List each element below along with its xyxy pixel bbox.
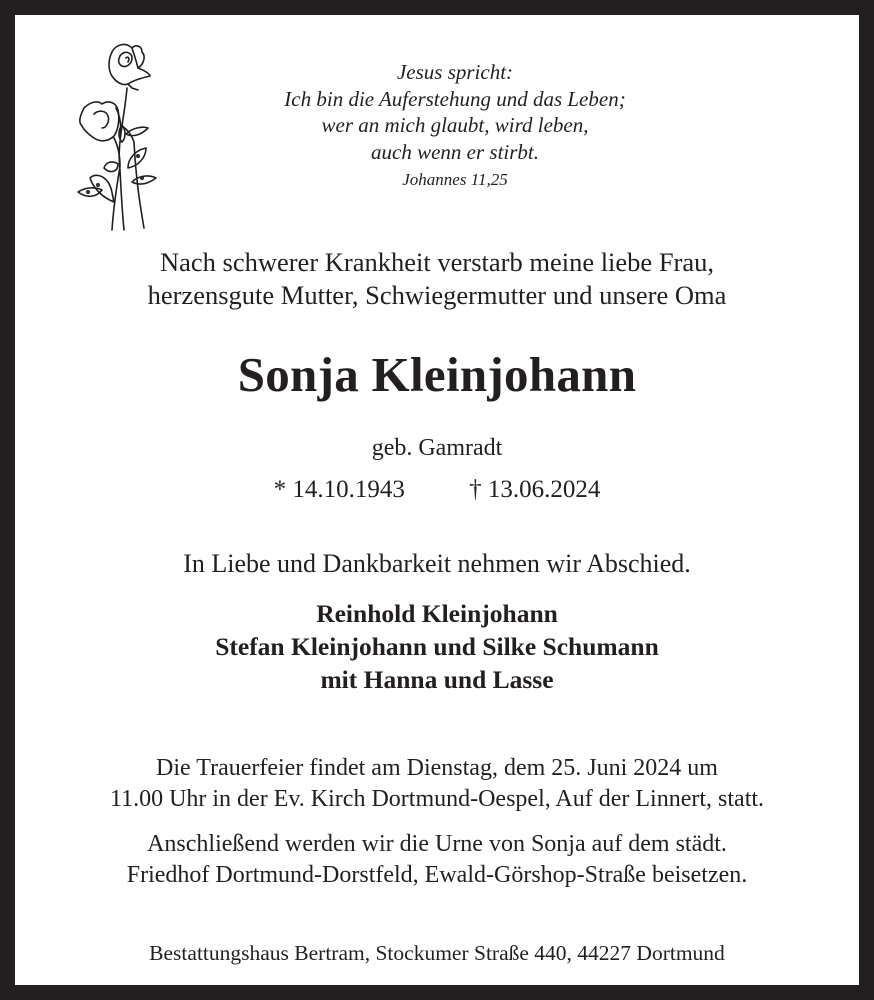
intro-line: herzensgute Mutter, Schwiegermutter und unsere Oma	[147, 280, 727, 310]
verse-line: Ich bin die Auferstehung und das Leben;	[284, 86, 626, 111]
life-dates	[15, 474, 859, 506]
verse-line: auch wenn er stirbt.	[371, 139, 539, 164]
death-date: † 13.06.2024	[469, 476, 601, 503]
intro-text	[15, 246, 859, 312]
mourner: Stefan Kleinjohann und Silke Schumann	[215, 632, 659, 661]
birth-date: * 14.10.1943	[273, 476, 405, 503]
ceremony-info	[15, 753, 859, 815]
burial-line: Friedhof Dortmund-Dorstfeld, Ewald-Görshop-Straße beisetzen.	[126, 862, 748, 888]
mourner: mit Hanna und Lasse	[320, 665, 554, 694]
bible-verse	[175, 59, 735, 193]
ceremony-line: 11.00 Uhr in der Ev. Kirch Dortmund-Oespel, Auf der Linnert, statt.	[109, 786, 765, 812]
verse-line: Jesus spricht:	[396, 60, 514, 84]
rose-icon	[62, 30, 172, 235]
intro-line: Nach schwerer Krankheit verstarb meine liebe Frau,	[159, 247, 715, 277]
mourner: Reinhold Kleinjohann	[316, 599, 558, 628]
deceased-name: Sonja Kleinjohann	[237, 347, 637, 402]
ceremony-line: Die Trauerfeier findet am Dienstag, dem 25. Juni 2024 um	[156, 755, 718, 781]
burial-info	[15, 829, 859, 891]
burial-line: Anschließend werden wir die Urne von Sonja auf dem städt.	[147, 831, 727, 857]
verse-reference: Johannes 11,25	[402, 170, 508, 189]
obituary-notice	[15, 15, 859, 985]
verse-line: wer an mich glaubt, wird leben,	[321, 113, 589, 137]
maiden-name: geb. Gamradt	[371, 435, 503, 461]
funeral-home: Bestattungshaus Bertram, Stockumer Straße 440, 44227 Dortmund	[149, 941, 725, 965]
mourners-list	[15, 597, 859, 696]
farewell-text: In Liebe und Dankbarkeit nehmen wir Abschied.	[183, 549, 691, 578]
